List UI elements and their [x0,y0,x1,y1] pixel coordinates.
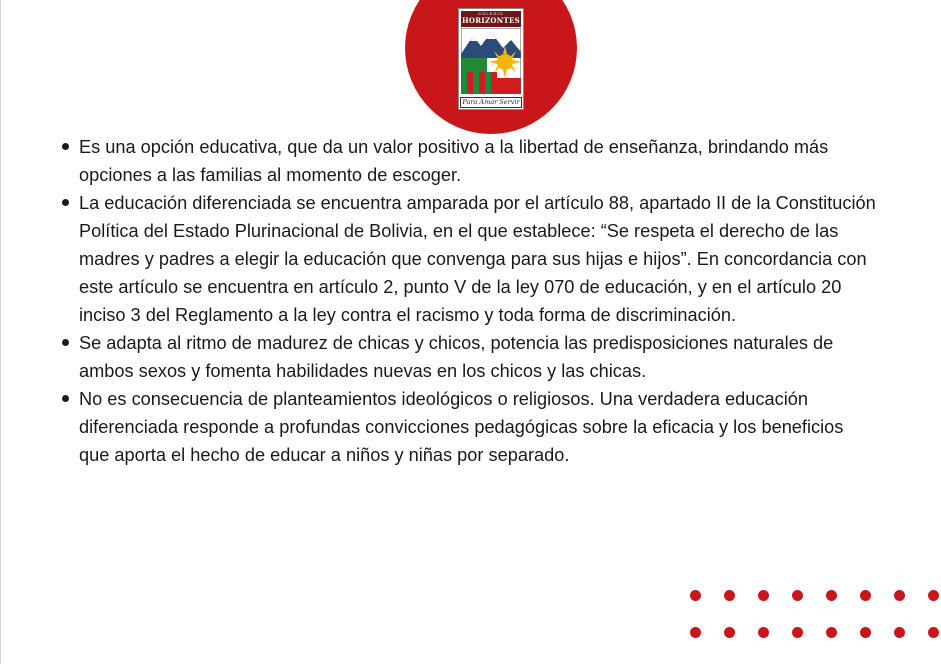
crest-motto: Para Amar Servir [460,97,522,108]
list-item-text: Es una opción educativa, que da un valor positivo a la libertad de enseñanza, brindando más opciones a las familias al momento de escoger. [79,137,829,185]
decorative-dot [690,590,701,601]
page-left-edge [0,0,1,664]
crest-shield-icon [461,28,521,94]
decorative-dot [860,627,871,638]
bullet-list [60,133,876,469]
decorative-dot [724,590,735,601]
decorative-dot-grid [690,590,941,638]
crest-header [461,11,521,27]
crest-school-small-text: COLEGIO [478,11,504,16]
decorative-dot [792,627,803,638]
bullet-icon [62,339,69,346]
list-item [60,133,876,189]
decorative-dot [928,627,939,638]
list-item [60,385,876,469]
bullet-icon [62,143,69,150]
decorative-dot [928,590,939,601]
decorative-dot [894,627,905,638]
decorative-dot [860,590,871,601]
decorative-dot [792,590,803,601]
decorative-dot [724,627,735,638]
bullet-icon [62,395,69,402]
list-item-text: Se adapta al ritmo de madurez de chicas y chicos, potencia las predisposiciones naturales de ambos sexos y fomenta habilidades nuevas en los chicos y las chicas. [79,333,834,381]
list-item [60,189,876,329]
decorative-dot [826,627,837,638]
decorative-dot [758,590,769,601]
decorative-dot [690,627,701,638]
decorative-dot [758,627,769,638]
crest-school-name: HORIZONTES [461,16,520,25]
decorative-dot [826,590,837,601]
bullet-icon [62,199,69,206]
school-crest-logo [458,8,524,110]
list-item-text: No es consecuencia de planteamientos ideológicos o religiosos. Una verdadera educación diferenciada responde a profundas convicciones pedagógicas sobre la eficacia y los beneficios que aporta el hecho de educar a niños y niñas por separado. [79,389,844,465]
decorative-dot [894,590,905,601]
list-item-text: La educación diferenciada se encuentra amparada por el artículo 88, apartado II de la Constitución Política del Estado Plurinacional de Bolivia, en el que establece: “Se respeta el derecho de las madres y padres a elegir la educación que convenga para sus hijas e hijos”. En concordancia con este artículo se encuentra en artículo 2, punto V de la ley 070 de educación, y en el artículo 20 inciso 3 del Reglamento a la ley contra el racismo y toda forma de discriminación. [79,193,876,325]
list-item [60,329,876,385]
